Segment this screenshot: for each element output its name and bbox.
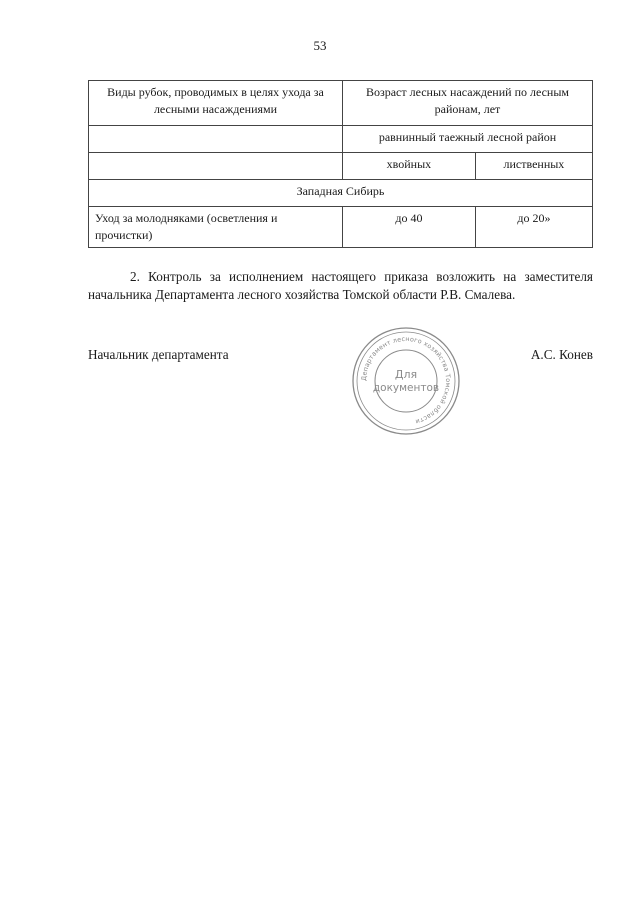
signatory-position: Начальник департамента: [88, 347, 229, 362]
logging-type-cell: Уход за молодняками (осветления и прочистки): [89, 207, 343, 248]
table-row-region: [89, 126, 593, 153]
official-stamp-icon: [350, 325, 462, 437]
signatory-name: А.С. Конев: [530, 347, 593, 362]
deciduous-age-cell: до 20»: [475, 207, 592, 248]
stamp-ring-text: Департамент лесного хозяйства Томской области: [359, 334, 453, 426]
region-cell: равнинный таежный лесной район: [342, 126, 592, 153]
table-row-species: [89, 153, 593, 180]
stamp-line1: Для: [394, 368, 418, 381]
conifer-age-cell: до 40: [342, 207, 475, 248]
species-conifer: хвойных: [342, 153, 475, 180]
logging-age-table: [88, 80, 593, 248]
table-row-zone: [89, 180, 593, 207]
species-deciduous: лиственных: [475, 153, 592, 180]
empty-cell: [89, 153, 343, 180]
table-row: [89, 207, 593, 248]
header-stand-age: Возраст лесных насаждений по лесным районам, лет: [342, 81, 592, 126]
table-header-row: [89, 81, 593, 126]
header-logging-types: Виды рубок, проводимых в целях ухода за лесными насаждениями: [89, 81, 343, 126]
stamp-line2: документов: [372, 382, 440, 394]
zone-cell: Западная Сибирь: [89, 180, 593, 207]
empty-cell: [89, 126, 343, 153]
control-paragraph: 2. Контроль за исполнением настоящего приказа возложить на заместителя начальника Департамента лесного хозяйства Томской области Р.В. Смалева.: [88, 269, 593, 302]
page-number: 53: [313, 38, 327, 53]
